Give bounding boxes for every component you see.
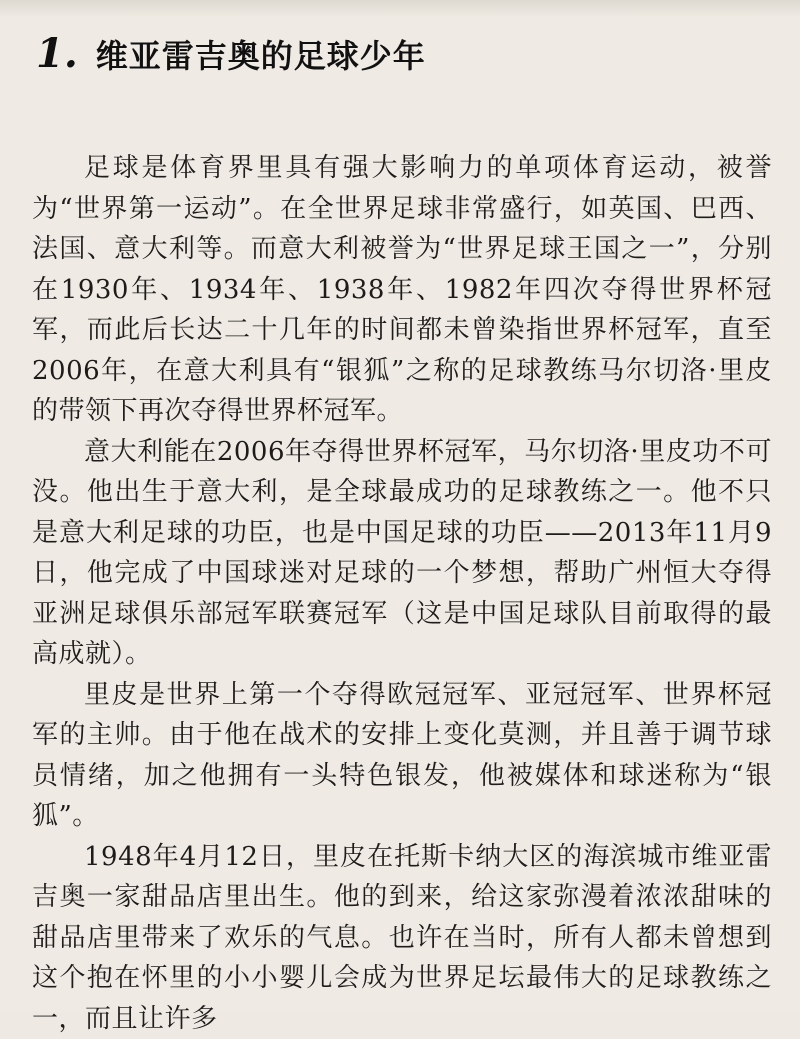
paragraph: 足球是体育界里具有强大影响力的单项体育运动，被誉为“世界第一运动”。在全世界足球非常盛行，如英国、巴西、法国、意大利等。而意大利被誉为“世界足球王国之一”，分别在1930年、1934年、1938年、1982年四次夺得世界杯冠军，而此后长达二十几年的时间都未曾染指世界杯冠军，直至2006年，在意大利具有“银狐”之称的足球教练马尔切洛·里皮的带领下再次夺得世界杯冠军。: [32, 148, 772, 432]
chapter-heading: [36, 30, 426, 86]
paragraph: 1948年4月12日，里皮在托斯卡纳大区的海滨城市维亚雷吉奥一家甜品店里出生。他的到来，给这家弥漫着浓浓甜味的甜品店里带来了欢乐的气息。也许在当时，所有人都未曾想到这个抱在怀里的小小婴儿会成为世界足坛最伟大的足球教练之一，而且让许多: [32, 837, 772, 1039]
chapter-title: 维亚雷吉奥的足球少年: [96, 31, 426, 77]
paragraph: 里皮是世界上第一个夺得欧冠冠军、亚冠冠军、世界杯冠军的主帅。由于他在战术的安排上变化莫测，并且善于调节球员情绪，加之他拥有一头特色银发，他被媒体和球迷称为“银狐”。: [32, 675, 772, 837]
previous-page-bleed: [0, 0, 800, 18]
chapter-number: 1.: [36, 30, 78, 77]
paragraph: 意大利能在2006年夺得世界杯冠军，马尔切洛·里皮功不可没。他出生于意大利，是全球最成功的足球教练之一。他不只是意大利足球的功臣，也是中国足球的功臣——2013年11月9日，他完成了中国球迷对足球的一个梦想，帮助广州恒大夺得亚洲足球俱乐部冠军联赛冠军（这是中国足球队目前取得的最高成就）。: [32, 432, 772, 675]
body-text: [32, 148, 772, 1039]
